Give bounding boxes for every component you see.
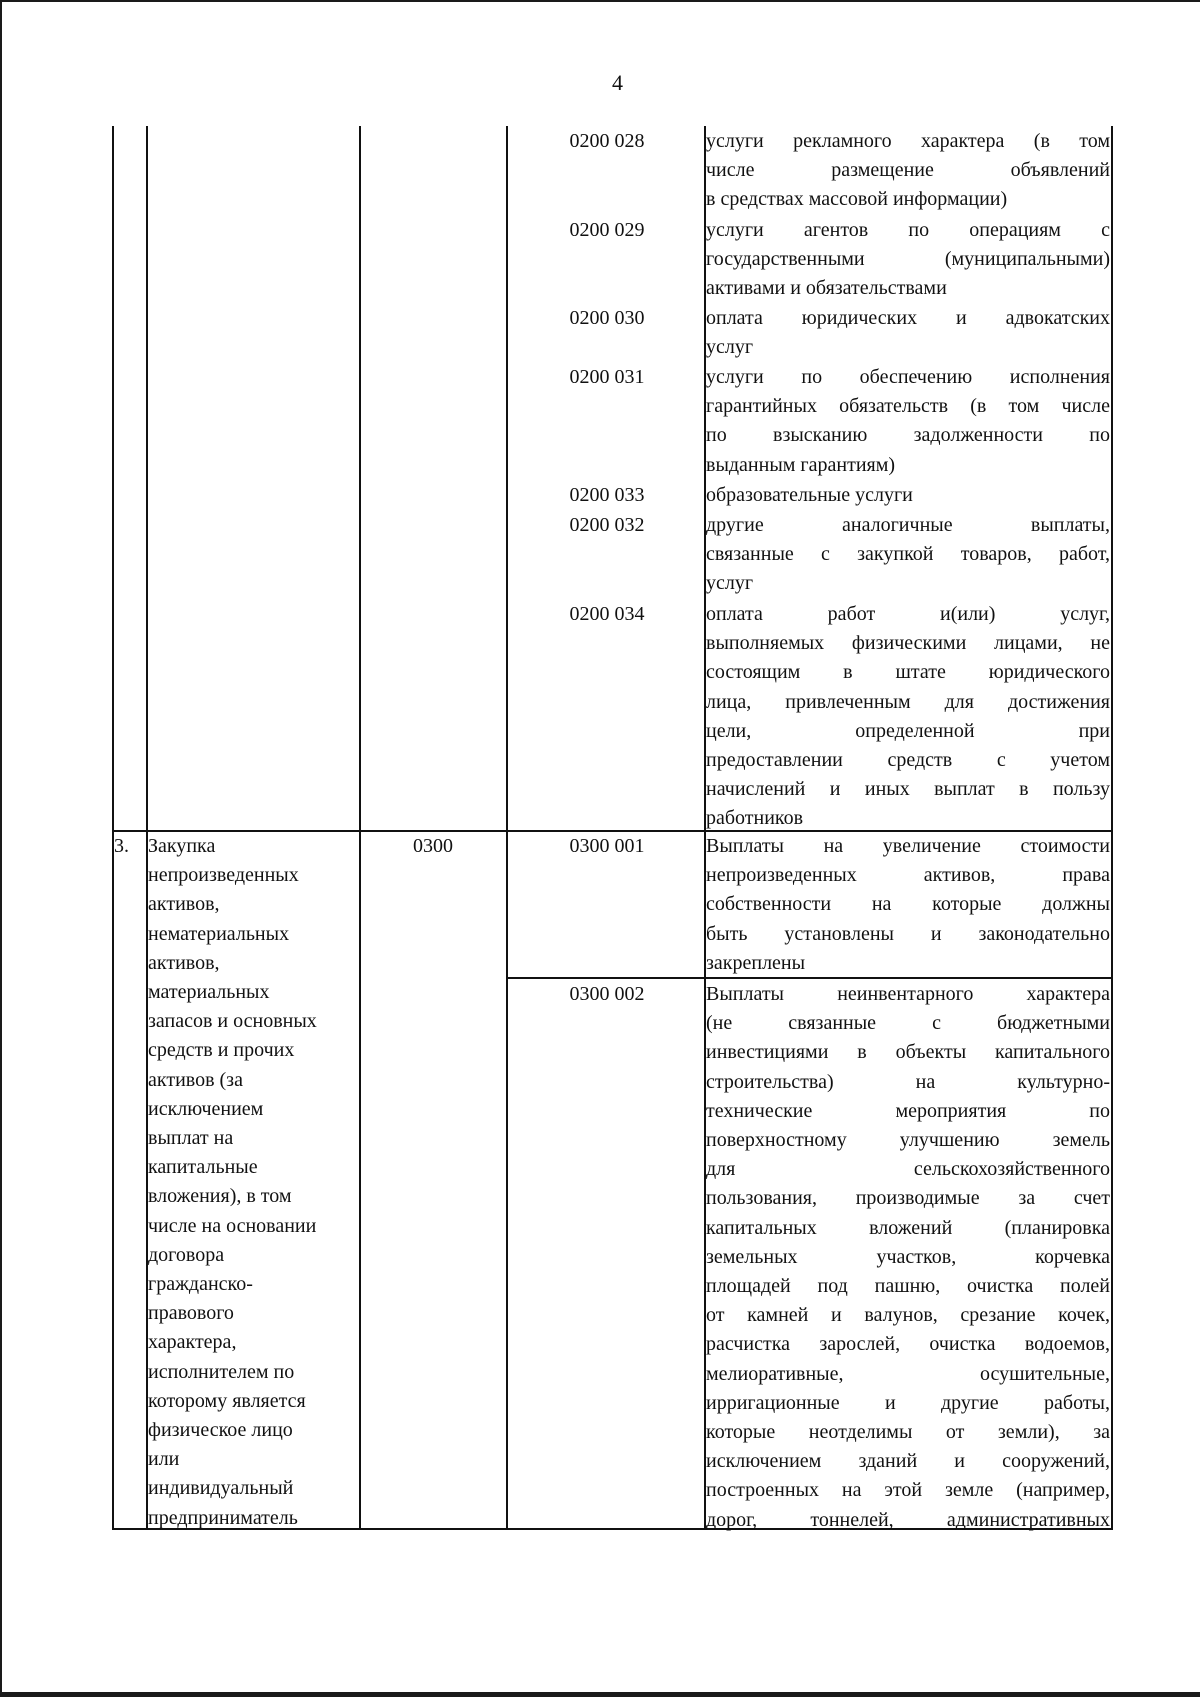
scan-edge-top — [0, 0, 1200, 2]
row-code: 0200 031 — [569, 366, 645, 388]
row-code: 0200 034 — [569, 603, 645, 625]
scan-edge-bottom — [0, 1692, 1200, 1697]
scan-edge-left — [0, 0, 2, 1697]
row-description: образовательные услуги — [706, 484, 913, 506]
row-description: Выплаты на увеличение стоимости непроизведенных активов, права собственности на которые должны быть установлены и законодательно закреплены — [706, 835, 1110, 974]
row-code: 0200 032 — [569, 514, 645, 536]
row-code: 0200 033 — [569, 484, 645, 506]
page-number: 4 — [612, 70, 623, 95]
row-code: 0200 028 — [569, 130, 645, 152]
row-description: услуги агентов по операциям с государственными (муниципальными) активами и обязательствами — [706, 219, 1110, 300]
section-code: 0300 — [413, 835, 453, 857]
section-name: Закупка непроизведенных активов, нематериальных активов, материальных запасов и основных средств и прочих активов (за исключением выплат на капитальные вложения), в том числе на основании договора гражданско- правового характера, исполнителем по которому является физическое лицо или индивидуальный предприниматель — [148, 835, 317, 1529]
row-description: другие аналогичные выплаты, связанные с закупкой товаров, работ, услуг — [706, 514, 1110, 595]
row-code: 0300 001 — [569, 835, 645, 857]
row-description: оплата юридических и адвокатских услуг — [706, 307, 1110, 359]
row-description: услуги по обеспечению исполнения гарантийных обязательств (в том числе по взысканию задолженности по выданным гарантиям) — [706, 366, 1110, 476]
row-description: услуги рекламного характера (в том числе размещение объявлений в средствах массовой информации) — [706, 130, 1110, 211]
row-description: оплата работ и(или) услуг, выполняемых физическими лицами, не состоящим в штате юридического лица, привлеченным для достижения цели, определенной при предоставлении средств с учетом начислений и иных выплат в пользу работников — [706, 603, 1110, 830]
row-code: 0200 030 — [569, 307, 645, 329]
row-description: Выплаты неинвентарного характера (не связанные с бюджетными инвестициями в объекты капитального строительства) на культурно- технические мероприятия по поверхностному улучшению земель для сельскохозяйственного пользования, производимые за счет капитальных вложений (планировка земельных участков, корчевка площадей под пашню, очистка полей от камней и валунов, срезание кочек, расчистка зарослей, очистка водоемов, мелиоративные, осушительные, ирригационные и другие работы, которые неотделимы от земли), за исключением зданий и сооружений, построенных на этой земле (например, дорог, тоннелей, административных — [706, 983, 1110, 1531]
row-code: 0300 002 — [569, 983, 645, 1005]
section-number: 3. — [114, 835, 129, 857]
row-code: 0200 029 — [569, 219, 645, 241]
